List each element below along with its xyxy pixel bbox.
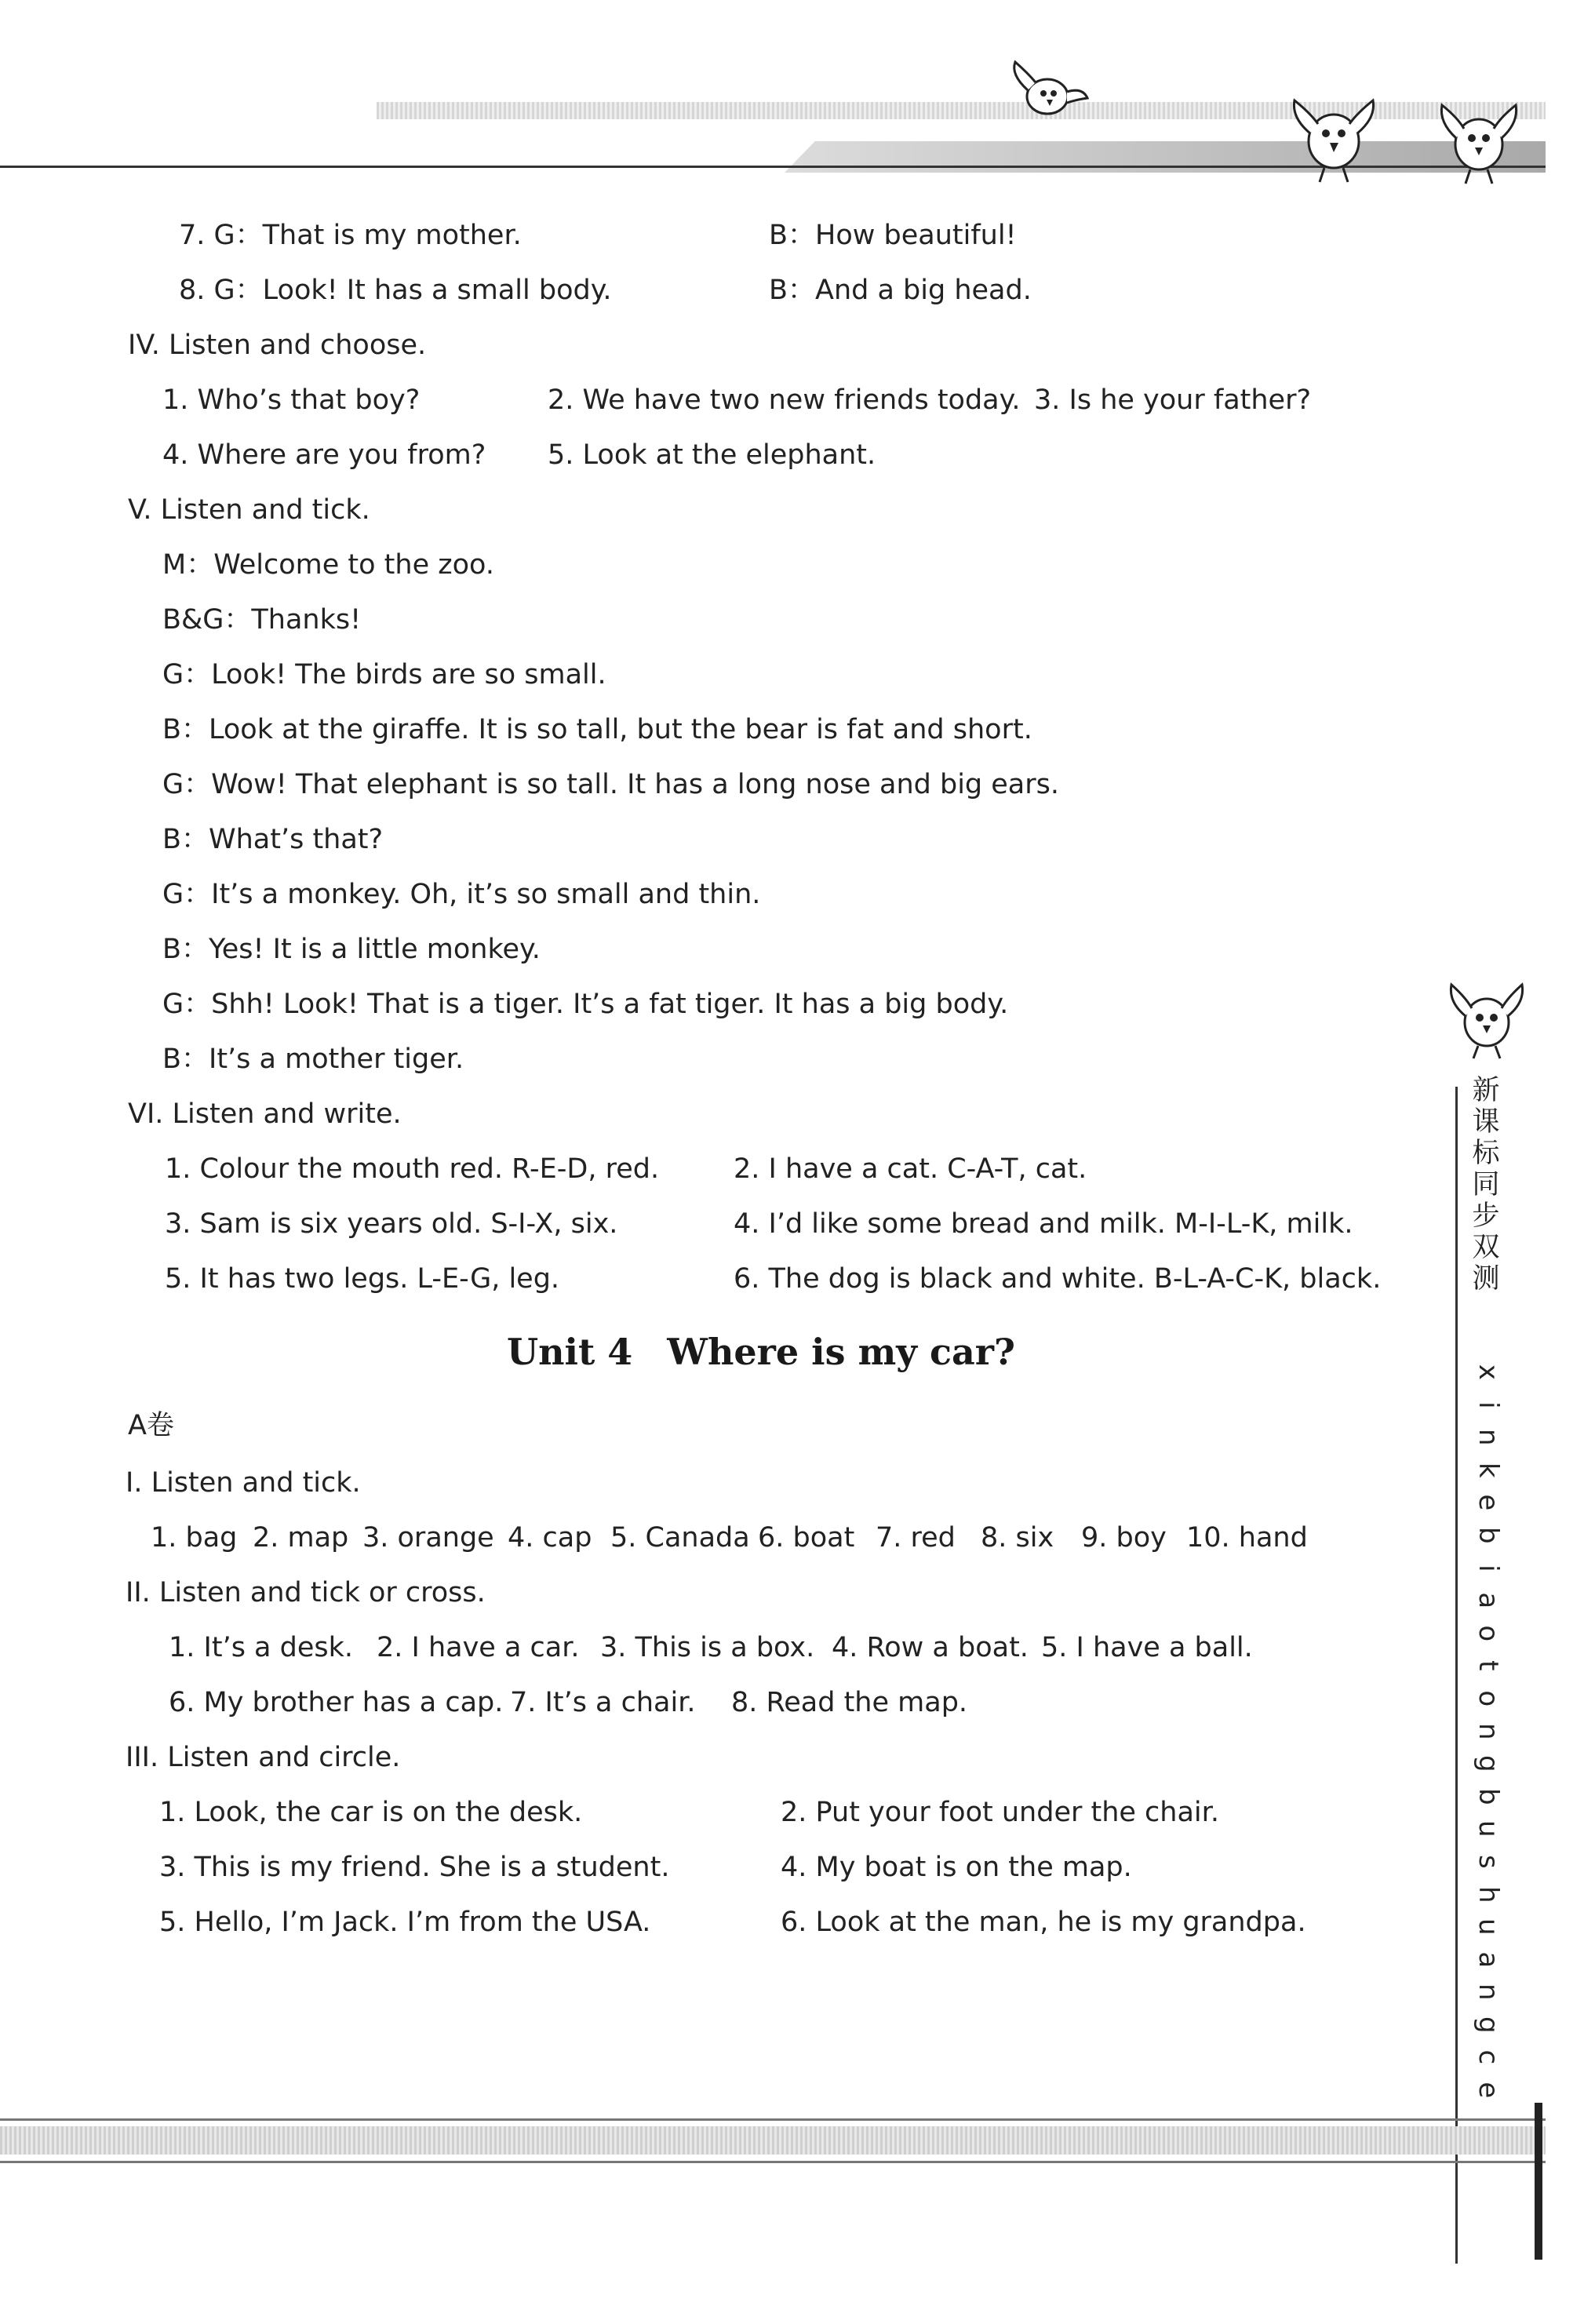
text-line: 6. The dog is black and white. B-L-A-C-K, black. — [734, 1263, 1382, 1295]
text-line: M：Welcome to the zoo. — [162, 549, 494, 581]
text-line: 8. Read the map. — [731, 1687, 968, 1718]
footer-rule — [0, 2161, 1546, 2163]
text-line: 10. hand — [1186, 1522, 1308, 1554]
sidebar-pinyin-char: k — [1472, 1462, 1504, 1478]
text-line: 2. I have a cat. C-A-T, cat. — [734, 1153, 1087, 1185]
page-edge-bar — [1535, 2103, 1542, 2260]
text-line: G：Wow! That elephant is so tall. It has a long nose and big ears. — [162, 769, 1060, 800]
text-line: B：It’s a mother tiger. — [162, 1044, 464, 1075]
text-line: 2. We have two new friends today. — [548, 384, 1021, 416]
text-line: 6. Look at the man, he is my grandpa. — [781, 1907, 1306, 1938]
text-line: 4. I’d like some bread and milk. M-I-L-K, milk. — [734, 1208, 1353, 1240]
text-line: 1. Who’s that boy? — [162, 384, 421, 416]
sidebar-pinyin-char: o — [1472, 1625, 1504, 1641]
sidebar-pinyin-char: i — [1472, 1401, 1504, 1409]
bird-icon — [1287, 86, 1381, 188]
text-line: G：It’s a monkey. Oh, it’s so small and thin. — [162, 879, 761, 910]
section-heading: III. Listen and circle. — [126, 1742, 401, 1773]
text-line: 3. orange — [362, 1522, 494, 1554]
bird-icon — [1004, 59, 1091, 129]
section-heading: II. Listen and tick or cross. — [126, 1577, 486, 1608]
sidebar-pinyin-char: x — [1472, 1364, 1504, 1380]
sidebar-pinyin-char: o — [1472, 1690, 1504, 1707]
text-line: 4. My boat is on the map. — [781, 1852, 1132, 1883]
text-line: 5. I have a ball. — [1041, 1632, 1253, 1663]
text-line: 7. G：That is my mother. — [179, 220, 522, 251]
sidebar-pinyin-char: c — [1472, 2049, 1504, 2065]
text-line: 4. Row a boat. — [832, 1632, 1029, 1663]
unit-title — [0, 1330, 1522, 1374]
text-line: 4. cap — [508, 1522, 592, 1554]
text-line: 4. Where are you from? — [162, 439, 486, 471]
text-line: 1. Colour the mouth red. R-E-D, red. — [165, 1153, 660, 1185]
sidebar-pinyin-char: i — [1472, 1564, 1504, 1572]
text-line: B&G：Thanks! — [162, 604, 362, 636]
sidebar-pinyin-char: a — [1472, 1592, 1504, 1609]
unit-label: Unit 4 — [506, 1331, 633, 1373]
text-line: 2. map — [253, 1522, 349, 1554]
text-line: 7. It’s a chair. — [510, 1687, 696, 1718]
text-line: 6. boat — [758, 1522, 855, 1554]
sidebar-pinyin-char: b — [1472, 1526, 1504, 1544]
sidebar-pinyin-char: n — [1472, 1722, 1504, 1740]
sidebar-pinyin-char: n — [1472, 1429, 1504, 1446]
text-line: 2. Put your foot under the chair. — [781, 1797, 1219, 1828]
text-line: 8. G：Look! It has a small body. — [179, 275, 612, 306]
sidebar-title-char: 新 — [1472, 1075, 1500, 1106]
text-line: 2. I have a car. — [377, 1632, 580, 1663]
sidebar-title-char: 课 — [1472, 1106, 1500, 1138]
section-heading: VI. Listen and write. — [128, 1098, 402, 1130]
sidebar-pinyin-char: g — [1472, 2016, 1504, 2034]
text-line: 8. six — [981, 1522, 1054, 1554]
section-heading: A卷 — [128, 1410, 174, 1441]
sidebar-title-char: 同 — [1472, 1169, 1500, 1200]
text-line: 1. bag — [151, 1522, 238, 1554]
sidebar-title-char: 标 — [1472, 1138, 1500, 1169]
text-line: B：What’s that? — [162, 824, 384, 855]
section-heading: V. Listen and tick. — [128, 494, 370, 526]
sidebar-pinyin-char: u — [1472, 1820, 1504, 1838]
text-line: 5. Look at the elephant. — [548, 439, 876, 471]
sidebar-pinyin — [1472, 1356, 1503, 2107]
text-line: 5. It has two legs. L-E-G, leg. — [165, 1263, 560, 1295]
sidebar-pinyin-char: h — [1472, 1885, 1504, 1903]
section-heading: I. Listen and tick. — [126, 1467, 361, 1499]
sidebar-title-char: 测 — [1472, 1263, 1500, 1295]
text-line: 6. My brother has a cap. — [169, 1687, 504, 1718]
sidebar-pinyin-char: t — [1472, 1660, 1504, 1671]
text-line: G：Look! The birds are so small. — [162, 659, 606, 690]
header-band-accent — [785, 141, 1546, 173]
text-line: 3. This is my friend. She is a student. — [159, 1852, 670, 1883]
text-line: 9. boy — [1081, 1522, 1167, 1554]
unit-title-text: Where is my car? — [667, 1331, 1015, 1373]
footer-rule — [0, 2118, 1546, 2121]
text-line: 7. red — [876, 1522, 956, 1554]
section-heading: IV. Listen and choose. — [128, 330, 427, 361]
sidebar-rule — [1455, 1087, 1458, 2264]
text-line: 1. Look, the car is on the desk. — [159, 1797, 583, 1828]
sidebar-title-char: 步 — [1472, 1200, 1500, 1232]
sidebar-pinyin-char: u — [1472, 1918, 1504, 1936]
text-line: 1. It’s a desk. — [169, 1632, 354, 1663]
footer-band — [0, 2126, 1546, 2155]
text-line: 3. This is a box. — [600, 1632, 815, 1663]
sidebar-pinyin-char: g — [1472, 1755, 1504, 1772]
text-line: 3. Is he your father? — [1034, 384, 1312, 416]
sidebar-pinyin-char: e — [1472, 1494, 1504, 1511]
sidebar-pinyin-char: e — [1472, 2082, 1504, 2099]
sidebar-pinyin-char: n — [1472, 1983, 1504, 2001]
text-line: 3. Sam is six years old. S-I-X, six. — [165, 1208, 618, 1240]
text-line: 5. Canada — [610, 1522, 750, 1554]
bird-icon — [1436, 94, 1522, 188]
sidebar-pinyin-char: s — [1472, 1854, 1504, 1869]
sidebar-pinyin-char: b — [1472, 1787, 1504, 1805]
sidebar-title-char: 双 — [1472, 1232, 1500, 1263]
text-line: G：Shh! Look! That is a tiger. It’s a fat tiger. It has a big body. — [162, 989, 1009, 1020]
text-line: B：How beautiful! — [769, 220, 1017, 251]
bird-icon — [1444, 977, 1530, 1063]
text-line: B：Look at the giraffe. It is so tall, but the bear is fat and short. — [162, 714, 1032, 745]
text-line: 5. Hello, I’m Jack. I’m from the USA. — [159, 1907, 651, 1938]
text-line: B：Yes! It is a little monkey. — [162, 934, 541, 965]
text-line: B：And a big head. — [769, 275, 1032, 306]
sidebar-pinyin-char: a — [1472, 1951, 1504, 1968]
sidebar-title — [1470, 1075, 1502, 1295]
